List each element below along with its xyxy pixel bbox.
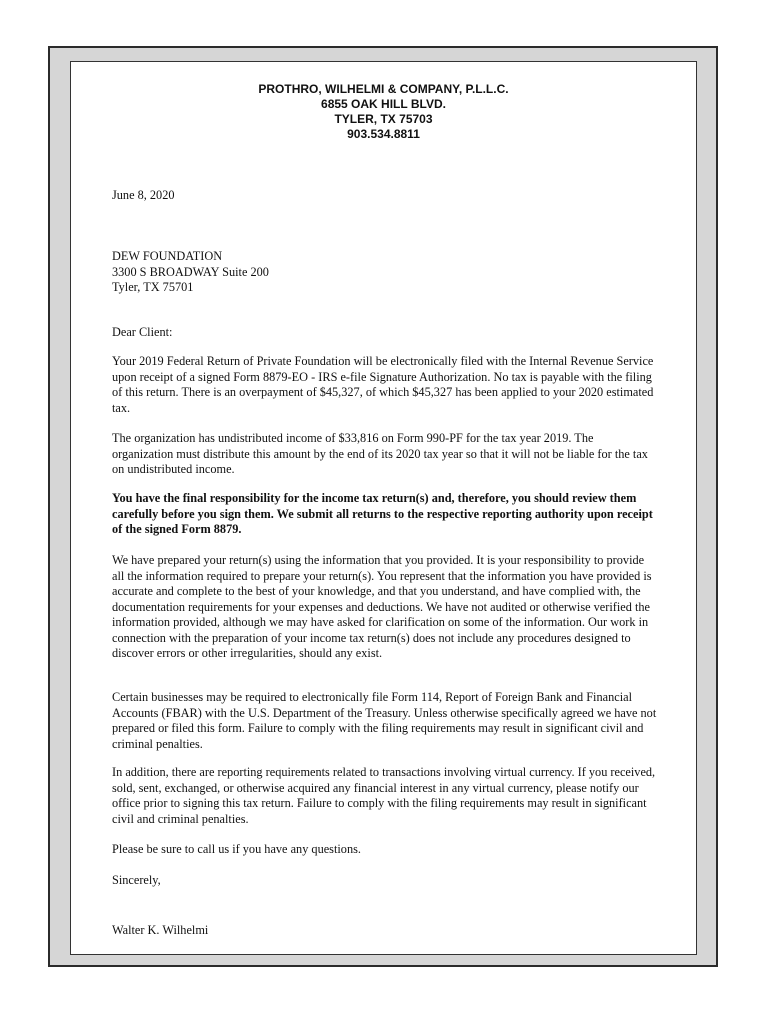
paragraph-return-filing: Your 2019 Federal Return of Private Foundation will be electronically filed with the Internal Revenue Service upon receipt of a signed Form 8879-EO - IRS e-file Signature Authorization. No tax is payable with the filing of this return. There is an overpayment of $45,327, of which $45,327 has been applied to your 2020 estimated tax. [112, 354, 654, 415]
recipient-city: Tyler, TX 75701 [112, 280, 194, 294]
recipient-address [112, 249, 657, 296]
signature-name: Walter K. Wilhelmi [112, 923, 209, 937]
paragraph-fbar: Certain businesses may be required to electronically file Form 114, Report of Foreign Bank and Financial Accounts (FBAR) with the U.S. Department of the Treasury. Unless otherwise specifically agreed we have not prepared or filed this form. Failure to comply with the filing requirements may result in significant civil and criminal penalties. [112, 690, 657, 751]
firm-city: TYLER, TX 75703 [334, 112, 433, 126]
paragraph-preparation: We have prepared your return(s) using the information that you provided. It is your responsibility to provide all the information required to prepare your return(s). You represent that the information you have provided is accurate and complete to the best of your knowledge, and that you understand, and have complied with, the documentation requirements for your expenses and deductions. We have not audited or otherwise verified the information provided, although we may have asked for clarification on some of the information. Our work in connection with the preparation of your income tax return(s) does not include any procedures designed to discover errors or other irregularities, should any exist. [112, 553, 652, 660]
salutation: Dear Client: [112, 325, 173, 339]
recipient-name: DEW FOUNDATION [112, 249, 223, 263]
firm-phone: 903.534.8811 [347, 127, 420, 141]
letterhead [70, 82, 697, 142]
paragraph-undistributed-income: The organization has undistributed income of $33,816 on Form 990-PF for the tax year 2019. The organization must distribute this amount by the end of its 2020 tax year so that it will not be liable for the tax on undistributed income. [112, 431, 648, 476]
firm-address: 6855 OAK HILL BLVD. [321, 97, 446, 111]
letter-date: June 8, 2020 [112, 188, 175, 202]
closing: Sincerely, [112, 873, 161, 887]
firm-name: PROTHRO, WILHELMI & COMPANY, P.L.L.C. [258, 82, 509, 96]
paragraph-virtual-currency: In addition, there are reporting requirements related to transactions involving virtual currency. If you received, sold, sent, exchanged, or otherwise acquired any financial interest in any virtual currency, please notify our office prior to signing this tax return. Failure to comply with the filing requirements may result in significant civil and criminal penalties. [112, 765, 656, 826]
recipient-street: 3300 S BROADWAY Suite 200 [112, 264, 269, 279]
paragraph-responsibility: You have the final responsibility for the income tax return(s) and, therefore, you should review them carefully before you sign them. We submit all returns to the respective reporting authority upon receipt of the signed Form 8879. [112, 491, 653, 536]
paragraph-questions: Please be sure to call us if you have any questions. [112, 842, 361, 856]
